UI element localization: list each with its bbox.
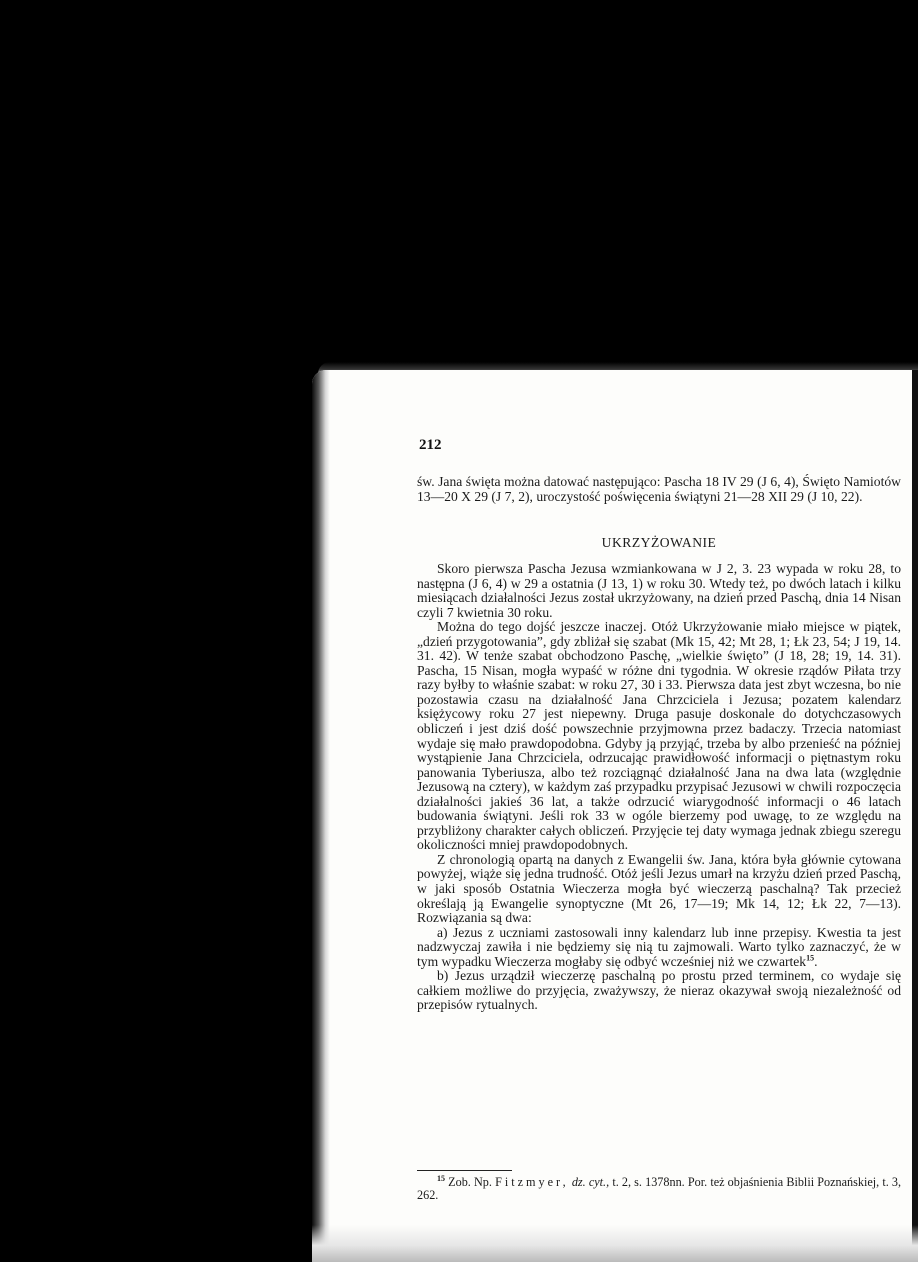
page-number: 212 — [419, 437, 442, 453]
paragraph-4: a) Jezus z uczniami zastosowali inny kalendarz lub inne przepisy. Kwestia ta jest nadzwyczaj zawiła i nie będziemy się nią tu zajmowali. Warto tylko zaznaczyć, że w tym wypadku Wieczerza mogłaby się odbyć wcześniej niż we czwartek$^{15}$. — [417, 924, 901, 969]
footnote — [417, 1173, 902, 1203]
page-bottom-shadow — [312, 1225, 918, 1262]
footnote-author: Fitzmyer, — [495, 1175, 569, 1189]
footnote-work-ref: dz. cyt., — [571, 1175, 610, 1189]
page-left-edge — [312, 370, 330, 1262]
paragraph-4-text: a) Jezus z uczniami zastosowali inny kalendarz lub inne przepisy. Kwestia ta jest nadzwyczaj zawiła i nie będziemy się nią tu zajmowali. Warto tylko zaznaczyć, że w tym wypadku Wieczerza mogłaby się odbyć wcześniej niż we czwartek — [417, 924, 901, 969]
paragraph-1: Skoro pierwsza Pascha Jezusa wzmiankowana w J 2, 3. 23 wypada w roku 28, to następna (J 6, 4) w 29 a ostatnia (J 13, 1) w roku 30. Wtedy też, po dwóch latach i kilku miesiącach działalności Jezus został ukrzyżowany, na dzień przed Paschą, dnia 14 Nisan czyli 7 kwietnia 30 roku. — [417, 561, 901, 620]
opening-paragraph-text: św. Jana święta można datować następująco: Pascha 18 IV 29 (J 6, 4), Święto Namiotów 13—20 X 29 (J 7, 2), uroczystość poświęcenia świątyni 21—28 XII 29 (J 10, 22). — [417, 474, 901, 504]
footnote-divider — [417, 1170, 512, 1171]
footnote-text-3: t. 2, s. 1378nn. Por. też objaśnienia Biblii Poznańskiej, t. 3, 262. — [417, 1175, 902, 1203]
paragraph-5: b) Jezus urządził wieczerzę paschalną po prostu przed terminem, co wydaje się całkiem możliwe do przyjęcia, zważywszy, że nieraz okazywał swoją niezależność od przepisów rytualnych. — [417, 968, 901, 1013]
footnote-text-1: Zob. Np. — [448, 1175, 492, 1189]
paragraph-3: Z chronologią opartą na danych z Ewangelii św. Jana, która była głównie cytowana powyżej, wiąże się jedna trudność. Otóż jeśli Jezus umarł na krzyżu dzień przed Paschą, w jaki sposób Ostatnia Wieczerza mogła być wieczerzą paschalną? Tak przecież określają ją Ewangelie synoptyczne (Mt 26, 17—19; Mk 14, 12; Łk 22, 7—13). Rozwiązania są dwa: — [417, 851, 901, 926]
section-heading: UKRZYŻOWANIE — [601, 535, 717, 550]
footnote-marker: 15 — [437, 1173, 445, 1183]
body-text — [417, 562, 901, 1013]
footnote-reference: 15 — [806, 953, 815, 963]
opening-paragraph — [417, 475, 901, 504]
paragraph-2: Można do tego dojść jeszcze inaczej. Otóż Ukrzyżowanie miało miejsce w piątek, „dzień przygotowania”, gdy zbliżał się szabat (Mk 15, 42; Mt 28, 1; Łk 23, 54; J 19, 14. 31. 42). W tenże szabat obchodzono Paschę, „wielkie święto” (J 18, 28; 19, 14. 31). Pascha, 15 Nisan, mogła wypaść w różne dni tygodnia. W okresie rządów Piłata trzy razy byłby to właśnie szabat: w roku 27, 30 i 33. Pierwsza data jest zbyt wczesna, bo nie pozostawia czasu na działalność Jana Chrzciciela i Jezusa; pozatem kalendarz księżycowy roku 27 jest niepewny. Druga pasuje doskonale do dotychczasowych obliczeń i jest dziś dość powszechnie przyjmowna przez badaczy. Trzecia natomiast wydaje się mało prawdopodobna. Gdyby ją przyjąć, trzeba by albo przenieść na później wystąpienie Jana Chrzciciela, odrzucając prawidłowość informacji o piętnastym roku panowania Tyberiusza, albo też rozciągnąć działalność Jana na dwa lata (względnie Jezusową na cztery), w każdym zaś przypadku przypisać Jezusowi w chwili rozpoczęcia działalności jakieś 36 lat, a także odrzucić wiarygodność informacji o 46 latach budowania świątyni. Jeśli rok 33 w ogóle bierzemy pod uwagę, to ze względu na przybliżony charakter całych obliczeń. Przyjęcie tej daty wymaga jednak zbiegu szeregu okoliczności mniej prawdopodobnych. — [417, 619, 901, 853]
